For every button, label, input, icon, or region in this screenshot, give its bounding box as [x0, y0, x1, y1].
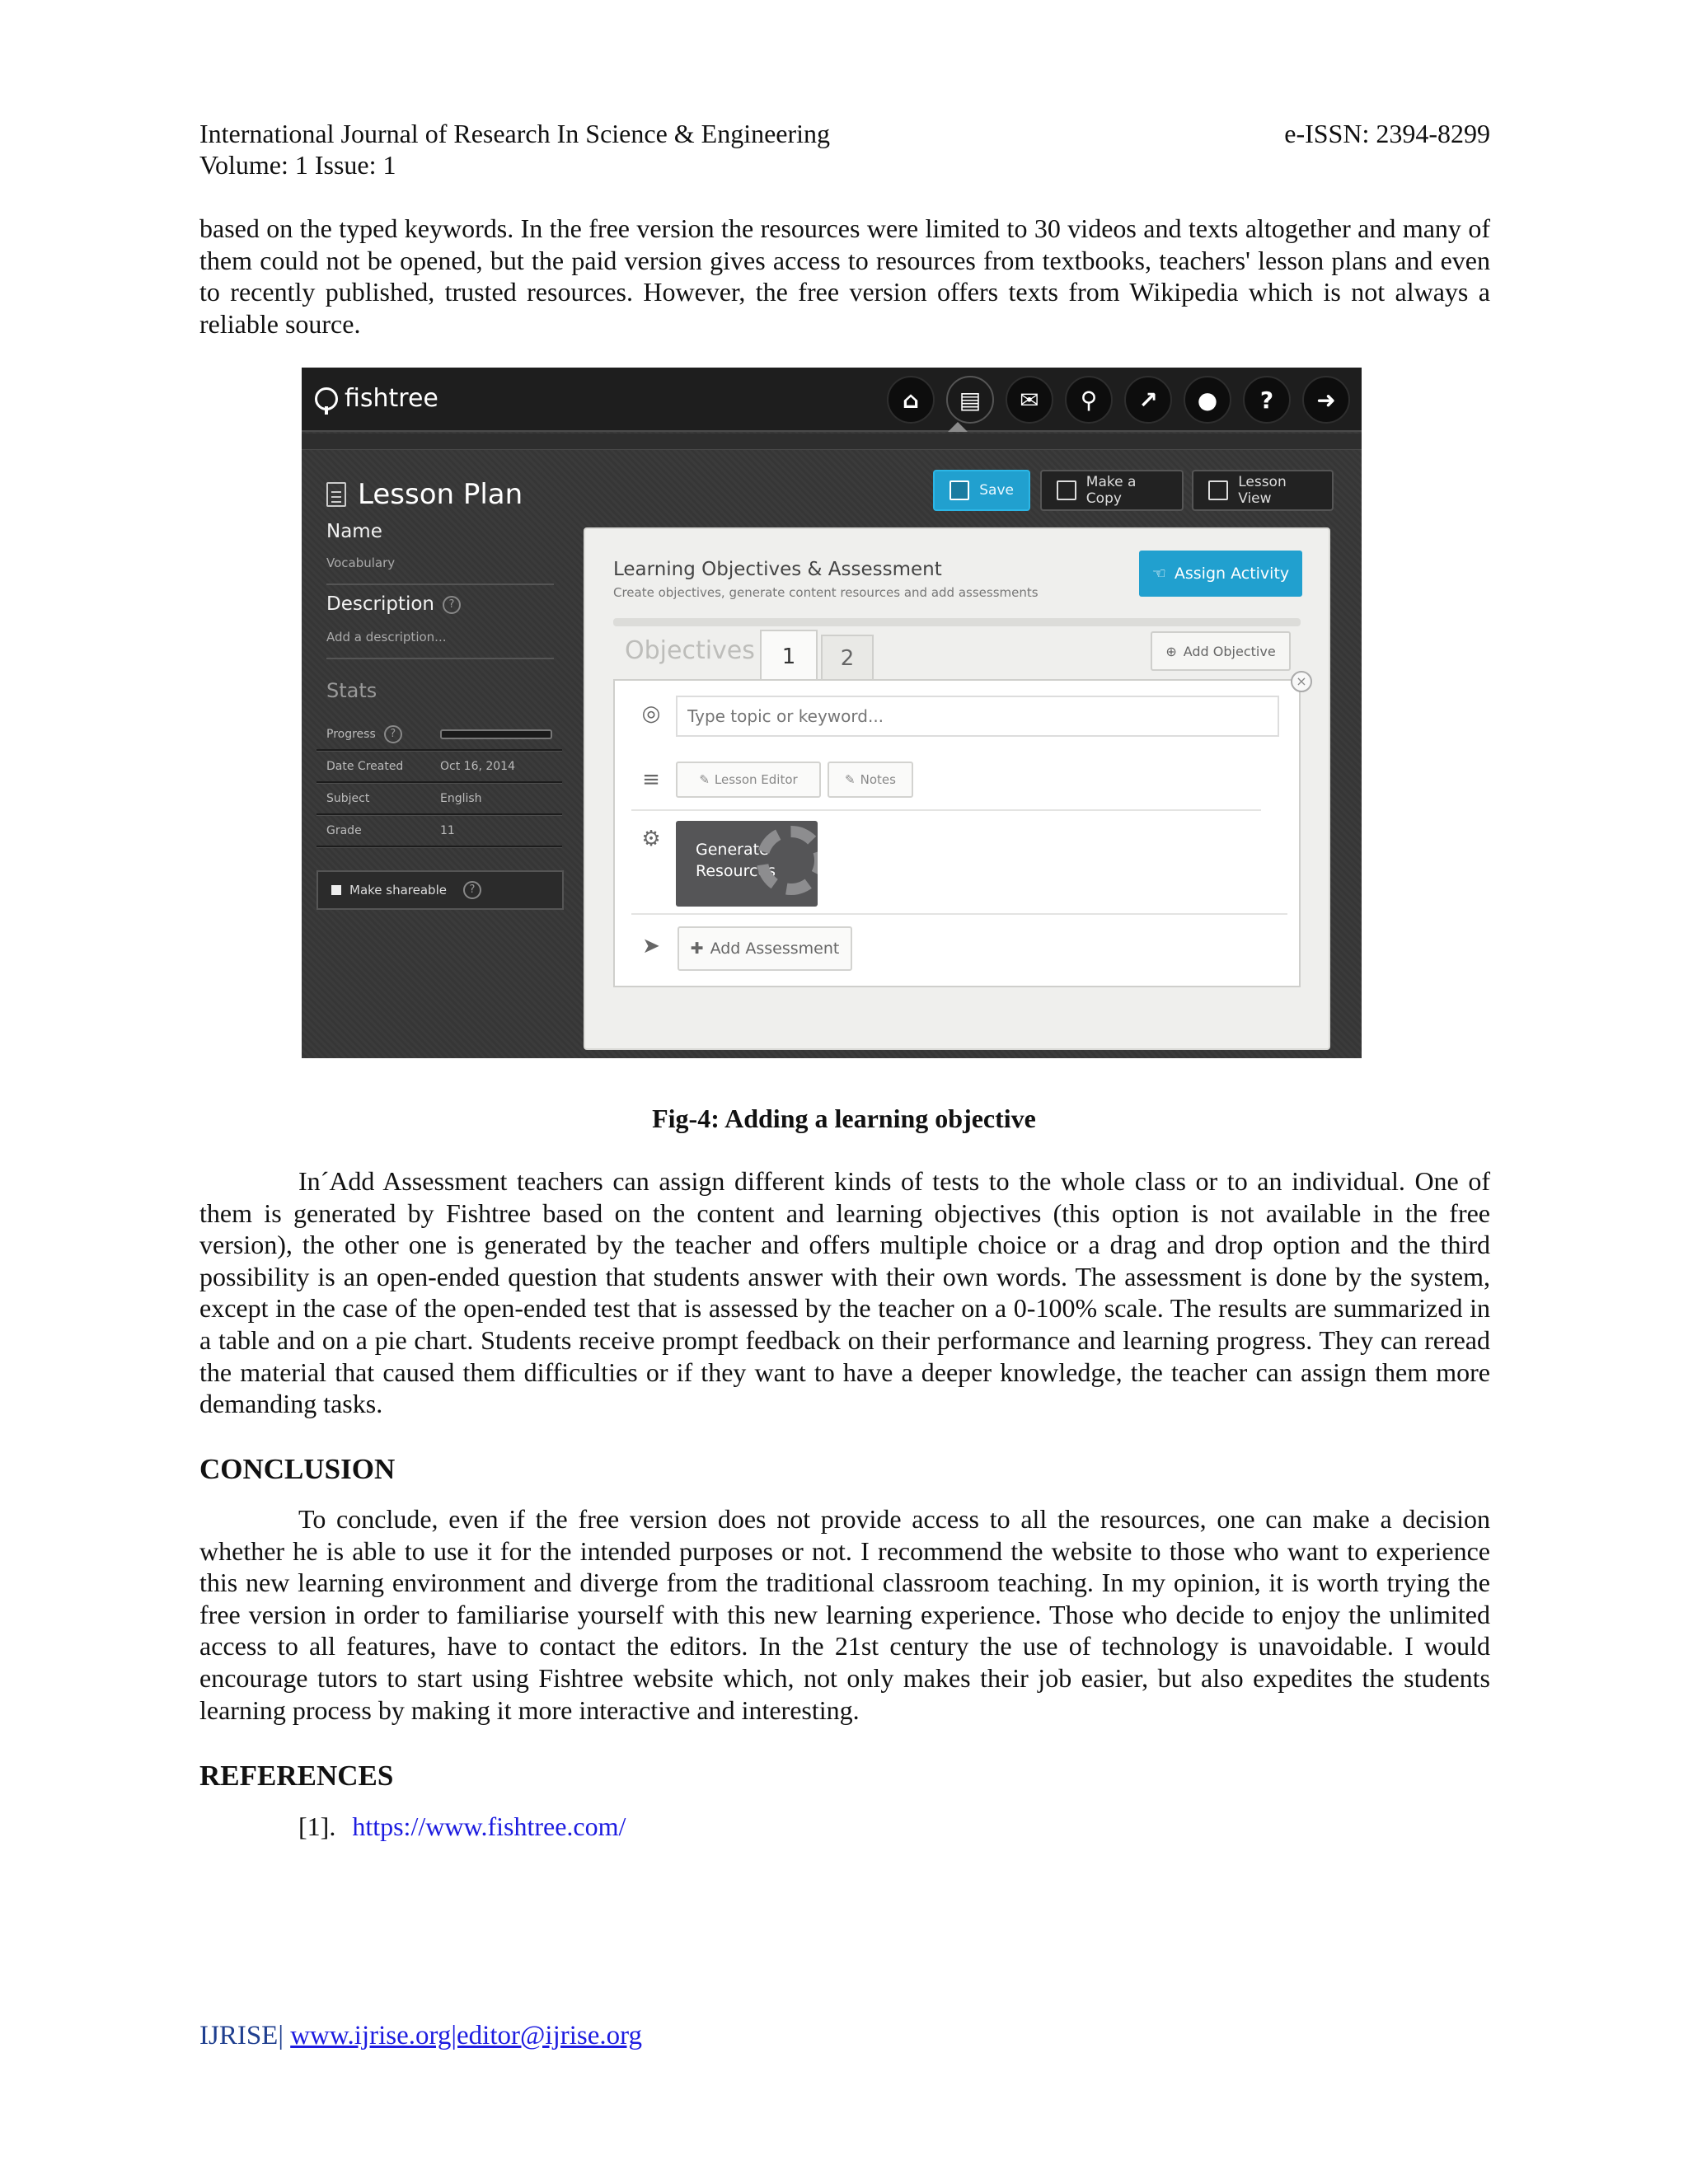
help-icon[interactable]: ? [463, 881, 481, 899]
lesson-view-button[interactable] [1192, 470, 1334, 511]
stat-key: Subject [326, 791, 370, 805]
assign-activity-button[interactable] [1139, 551, 1302, 597]
description-label-text: Description [326, 593, 434, 615]
logout-icon[interactable]: ➜ [1302, 376, 1350, 424]
paragraph-intro: based on the typed keywords. In the free version the resources were limited to 30 videos and texts altogether and many of them could not be opened, but the paid version gives access to resources from textbooks, teachers' lesson plans and even to recently published, trusted resources. However, the free version offers texts from Wikipedia which is not always a reliable source. [199, 213, 1490, 339]
save-label: Save [979, 482, 1014, 499]
objectives-label: Objectives [625, 636, 755, 665]
stat-key [316, 725, 440, 743]
tree-logo-icon [315, 387, 338, 410]
app-topbar [302, 368, 1362, 432]
user-icon[interactable]: ● [1184, 376, 1231, 424]
copy-label: Make a Copy [1085, 474, 1137, 507]
help-icon[interactable]: ? [443, 596, 461, 614]
add-objective-button[interactable] [1151, 631, 1291, 671]
gear-icon: ⚙ [641, 827, 661, 851]
divider [326, 583, 554, 585]
lesson-editor-label: Lesson Editor [714, 772, 798, 787]
share-label: Make shareable [349, 883, 447, 898]
stats-label: Stats [326, 679, 377, 702]
floppy-icon [950, 480, 969, 500]
make-copy-button[interactable] [1040, 470, 1184, 511]
reference-link[interactable]: https://www.fishtree.com/ [352, 1811, 626, 1841]
chart-icon[interactable]: ↗ [1124, 376, 1172, 424]
stat-value: English [440, 791, 482, 805]
divider [631, 913, 1287, 915]
description-label [326, 593, 461, 615]
objective-editor [613, 679, 1301, 987]
active-nav-caret [948, 422, 968, 432]
name-label: Name [326, 521, 382, 542]
view-icon [1208, 480, 1228, 500]
document-icon [326, 482, 346, 507]
lesson-editor-button[interactable] [676, 762, 821, 798]
conclusion-heading: CONCLUSION [199, 1453, 396, 1485]
progress-bar [440, 729, 552, 739]
pencil-icon: ✎ [699, 772, 710, 787]
stat-value [440, 729, 562, 739]
stat-row-progress [316, 719, 562, 751]
tab-objective-2[interactable]: 2 [821, 635, 874, 681]
assign-label: Assign Activity [1174, 565, 1290, 583]
checkbox-icon [331, 885, 341, 895]
keyword-input[interactable] [676, 696, 1279, 737]
footer-links[interactable]: www.ijrise.org|editor@ijrise.org [290, 2021, 643, 2050]
reference-item [298, 1810, 626, 1843]
paragraph-conclusion: To conclude, even if the free version does not provide access to all the resources, one can make a decision whether he is able to use it for the intended purposes or not. I recommend the website to those who want to experience this new learning environment and diverge from the traditional classroom teaching. In my opinion, it is worth trying the free version in order to familiarise yourself with this new learning experience. Those who decide to enjoy the unlimited access to all features, have to contact the editors. In the 21st century the use of technology is unavoidable. I would encourage tutors to start using Fishtree website which, not only makes their job easier, but also expedites the students learning process by making it more interactive and interesting. [199, 1504, 1490, 1725]
name-field[interactable]: Vocabulary [326, 555, 396, 570]
stat-row-date [316, 751, 562, 783]
divider [631, 809, 1261, 811]
add-assessment-label: Add Assessment [710, 940, 840, 958]
page-title [326, 478, 523, 511]
journal-title: International Journal of Research In Science & Engineering [199, 119, 831, 148]
issn: e-ISSN: 2394-8299 [1284, 119, 1490, 148]
panel-title: Learning Objectives & Assessment [613, 559, 942, 580]
search-icon[interactable]: ⚲ [1065, 376, 1113, 424]
notes-button[interactable] [828, 762, 913, 798]
generate-label-1: Generate [696, 841, 769, 859]
references-heading: REFERENCES [199, 1760, 394, 1792]
help-icon[interactable]: ? [1243, 376, 1291, 424]
divider [326, 658, 554, 659]
app-logo[interactable] [315, 384, 438, 413]
footer-prefix: IJRISE| [199, 2021, 284, 2050]
view-label: Lesson View [1238, 474, 1287, 507]
stat-row-grade [316, 815, 562, 847]
stat-value: Oct 16, 2014 [440, 759, 515, 773]
app-name: fishtree [345, 384, 438, 413]
gear-icon [757, 826, 818, 895]
notes-label: Notes [860, 772, 896, 787]
panel-divider [613, 618, 1301, 626]
objectives-panel [584, 527, 1330, 1050]
target-icon: ◎ [641, 701, 661, 726]
stat-row-subject [316, 783, 562, 815]
cursor-icon: ➤ [642, 934, 660, 958]
stat-value: 11 [440, 823, 455, 837]
document-icon[interactable]: ▤ [946, 376, 994, 424]
reference-number: [1]. [298, 1811, 336, 1841]
save-button[interactable] [933, 470, 1030, 511]
generate-resources-button[interactable] [676, 821, 818, 907]
stat-key: Date Created [326, 759, 404, 773]
page-footer [199, 2019, 642, 2052]
figure-caption: Fig-4: Adding a learning objective [652, 1104, 1036, 1133]
page-title-text: Lesson Plan [358, 478, 523, 511]
plus-pointer-icon: ✚ [690, 940, 704, 958]
make-shareable-checkbox[interactable] [316, 870, 564, 910]
tab-objective-1[interactable]: 1 [760, 630, 818, 682]
panel-subtitle: Create objectives, generate content resources and add assessments [613, 585, 1039, 600]
home-icon[interactable]: ⌂ [887, 376, 935, 424]
volume-issue: Volume: 1 Issue: 1 [199, 150, 396, 180]
copy-icon [1057, 480, 1076, 500]
stat-key: Grade [326, 823, 362, 837]
paragraph-assessment: In´Add Assessment teachers can assign different kinds of tests to the whole class or to an individual. One of them is generated by Fishtree based on the content and learning objectives (this option is not available in the free version), the other one is generated by the teacher and offers multiple choice or a drag and drop option and the third possibility is an open-ended question that students answer with their own words. The assessment is done by the system, except in the case of the open-ended test that is assessed by the teacher on a 0-100% scale. The results are summarized in a table and on a pie chart. Students receive prompt feedback on their performance and learning progress. They can reread the material that caused them difficulties or if they want to have a deeper knowledge, the teacher can assign them more demanding tasks. [199, 1166, 1490, 1419]
close-icon[interactable]: × [1291, 671, 1312, 692]
add-assessment-button[interactable] [678, 926, 852, 971]
description-field[interactable]: Add a description... [326, 630, 447, 644]
target-plus-icon: ⊕ [1165, 643, 1177, 659]
figure-screenshot [302, 368, 1362, 1058]
text-lines-icon: ≡ [642, 767, 660, 792]
mail-icon[interactable]: ✉ [1006, 376, 1053, 424]
pencil-icon: ✎ [845, 772, 856, 787]
stat-key-text: Progress [326, 727, 376, 741]
pointer-icon: ☜ [1151, 565, 1166, 583]
stats-table [316, 719, 562, 847]
help-icon[interactable]: ? [384, 725, 402, 743]
nav-icons [887, 376, 1350, 424]
journal-header [199, 118, 1490, 149]
add-objective-label: Add Objective [1183, 643, 1276, 659]
app-subbar [302, 434, 1362, 450]
generate-label-2: Resources [696, 862, 776, 880]
